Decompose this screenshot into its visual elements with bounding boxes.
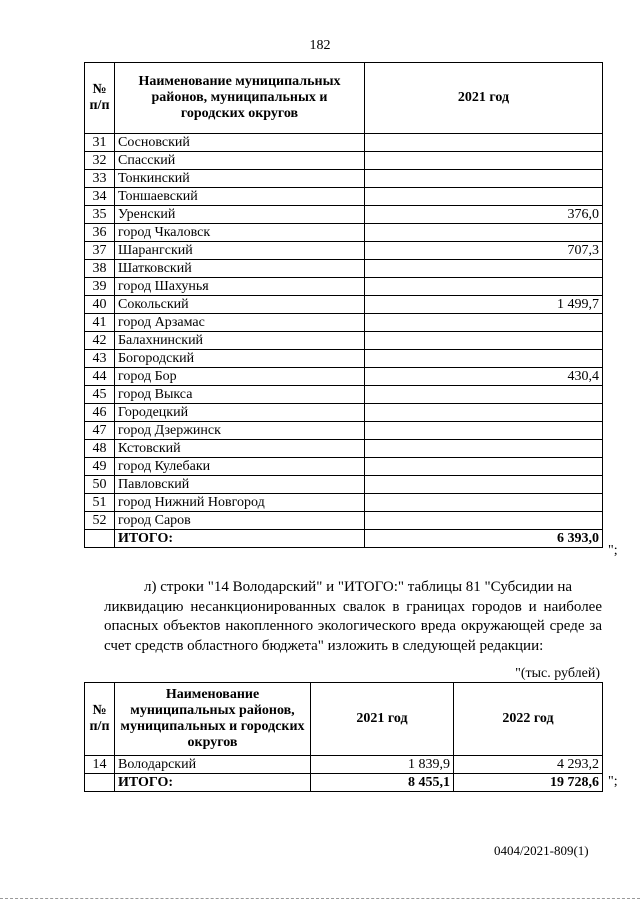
row-name: Володарский <box>115 756 311 774</box>
header-name: Наименование муниципальных районов, муниципальных и городских округов <box>115 683 311 756</box>
row-value-2021 <box>365 494 603 512</box>
table-row <box>85 278 603 296</box>
table-row <box>85 512 603 530</box>
total-label: ИТОГО: <box>115 774 311 792</box>
total-number-cell <box>85 530 115 548</box>
row-name: город Нижний Новгород <box>115 494 365 512</box>
row-number: 52 <box>85 512 115 530</box>
total-number-cell <box>85 774 115 792</box>
header-2021: 2021 год <box>311 683 454 756</box>
row-number: 34 <box>85 188 115 206</box>
row-value-2021 <box>365 458 603 476</box>
row-name: Уренский <box>115 206 365 224</box>
table-row <box>85 224 603 242</box>
row-value-2021: 376,0 <box>365 206 603 224</box>
table-row <box>85 260 603 278</box>
total-value-2022: 19 728,6 <box>454 774 603 792</box>
table-row <box>85 332 603 350</box>
row-value-2021 <box>365 350 603 368</box>
row-value-2021 <box>365 314 603 332</box>
total-value-2021: 8 455,1 <box>311 774 454 792</box>
table-row <box>85 440 603 458</box>
table-81-subsidies <box>84 682 603 792</box>
table-row <box>85 242 603 260</box>
paragraph-continuation: ликвидацию несанкционированных свалок в границах городов и наиболее опасных объектов накопленного экологического вреда окружающей среде за счет средств областного бюджета" изложить в следующей редакции: <box>104 598 602 654</box>
row-number: 40 <box>85 296 115 314</box>
row-name: Богородский <box>115 350 365 368</box>
total-row <box>85 530 603 548</box>
row-number: 50 <box>85 476 115 494</box>
row-value-2021 <box>365 260 603 278</box>
row-number: 39 <box>85 278 115 296</box>
table-row <box>85 494 603 512</box>
row-value-2021 <box>365 188 603 206</box>
table1-body <box>85 134 603 548</box>
row-number: 35 <box>85 206 115 224</box>
row-number: 41 <box>85 314 115 332</box>
row-value-2021 <box>365 476 603 494</box>
row-value-2021 <box>365 440 603 458</box>
header-2021: 2021 год <box>365 63 603 134</box>
table-row <box>85 404 603 422</box>
row-value-2022: 4 293,2 <box>454 756 603 774</box>
row-number: 42 <box>85 332 115 350</box>
row-number: 32 <box>85 152 115 170</box>
row-value-2021: 707,3 <box>365 242 603 260</box>
row-value-2021 <box>365 152 603 170</box>
row-name: Сосновский <box>115 134 365 152</box>
total-label: ИТОГО: <box>115 530 365 548</box>
header-number: № п/п <box>85 63 115 134</box>
row-name: Спасский <box>115 152 365 170</box>
page-number: 182 <box>309 38 331 53</box>
table2-closing-quote: "; <box>608 774 618 789</box>
header-name: Наименование муниципальных районов, муниципальных и городских округов <box>115 63 365 134</box>
total-value-2021: 6 393,0 <box>365 530 603 548</box>
table-row <box>85 314 603 332</box>
row-name: Кстовский <box>115 440 365 458</box>
header-number: № п/п <box>85 683 115 756</box>
row-value-2021: 430,4 <box>365 368 603 386</box>
table-row <box>85 188 603 206</box>
table-row <box>85 350 603 368</box>
row-number: 51 <box>85 494 115 512</box>
table-row <box>85 206 603 224</box>
row-number: 49 <box>85 458 115 476</box>
paragraph-line-1: л) строки "14 Володарский" и "ИТОГО:" таблицы 81 "Субсидии на <box>144 579 573 595</box>
row-value-2021 <box>365 422 603 440</box>
row-value-2021 <box>365 386 603 404</box>
row-number: 37 <box>85 242 115 260</box>
row-value-2021 <box>365 332 603 350</box>
table-row <box>85 756 603 774</box>
table-municipal-2021 <box>84 62 603 548</box>
row-number: 48 <box>85 440 115 458</box>
scan-edge-line <box>0 898 640 899</box>
row-name: город Шахунья <box>115 278 365 296</box>
row-number: 45 <box>85 386 115 404</box>
row-value-2021 <box>365 278 603 296</box>
table-row <box>85 152 603 170</box>
row-value-2021: 1 839,9 <box>311 756 454 774</box>
row-number: 31 <box>85 134 115 152</box>
table-row <box>85 134 603 152</box>
row-number: 44 <box>85 368 115 386</box>
row-name: Шатковский <box>115 260 365 278</box>
row-number: 46 <box>85 404 115 422</box>
amendment-paragraph <box>104 578 602 656</box>
table-row <box>85 422 603 440</box>
table-row <box>85 296 603 314</box>
row-name: Сокольский <box>115 296 365 314</box>
row-name: Балахнинский <box>115 332 365 350</box>
row-number: 47 <box>85 422 115 440</box>
row-name: город Чкаловск <box>115 224 365 242</box>
row-number: 43 <box>85 350 115 368</box>
row-name: город Выкса <box>115 386 365 404</box>
row-name: Городецкий <box>115 404 365 422</box>
table1-closing-quote: "; <box>608 543 618 558</box>
row-number: 36 <box>85 224 115 242</box>
row-name: Шарангский <box>115 242 365 260</box>
row-name: город Кулебаки <box>115 458 365 476</box>
table-row <box>85 170 603 188</box>
row-name: Тоншаевский <box>115 188 365 206</box>
document-code: 0404/2021-809(1) <box>494 843 589 858</box>
row-name: Тонкинский <box>115 170 365 188</box>
row-name: город Арзамас <box>115 314 365 332</box>
table-row <box>85 476 603 494</box>
row-value-2021: 1 499,7 <box>365 296 603 314</box>
row-name: город Дзержинск <box>115 422 365 440</box>
row-name: город Бор <box>115 368 365 386</box>
row-value-2021 <box>365 134 603 152</box>
units-label: "(тыс. рублей) <box>515 666 600 681</box>
row-value-2021 <box>365 224 603 242</box>
row-number: 38 <box>85 260 115 278</box>
table-row <box>85 458 603 476</box>
row-value-2021 <box>365 170 603 188</box>
header-2022: 2022 год <box>454 683 603 756</box>
table-row <box>85 368 603 386</box>
row-value-2021 <box>365 404 603 422</box>
row-value-2021 <box>365 512 603 530</box>
row-name: город Саров <box>115 512 365 530</box>
table-row <box>85 386 603 404</box>
total-row <box>85 774 603 792</box>
row-name: Павловский <box>115 476 365 494</box>
row-number: 33 <box>85 170 115 188</box>
row-number: 14 <box>85 756 115 774</box>
